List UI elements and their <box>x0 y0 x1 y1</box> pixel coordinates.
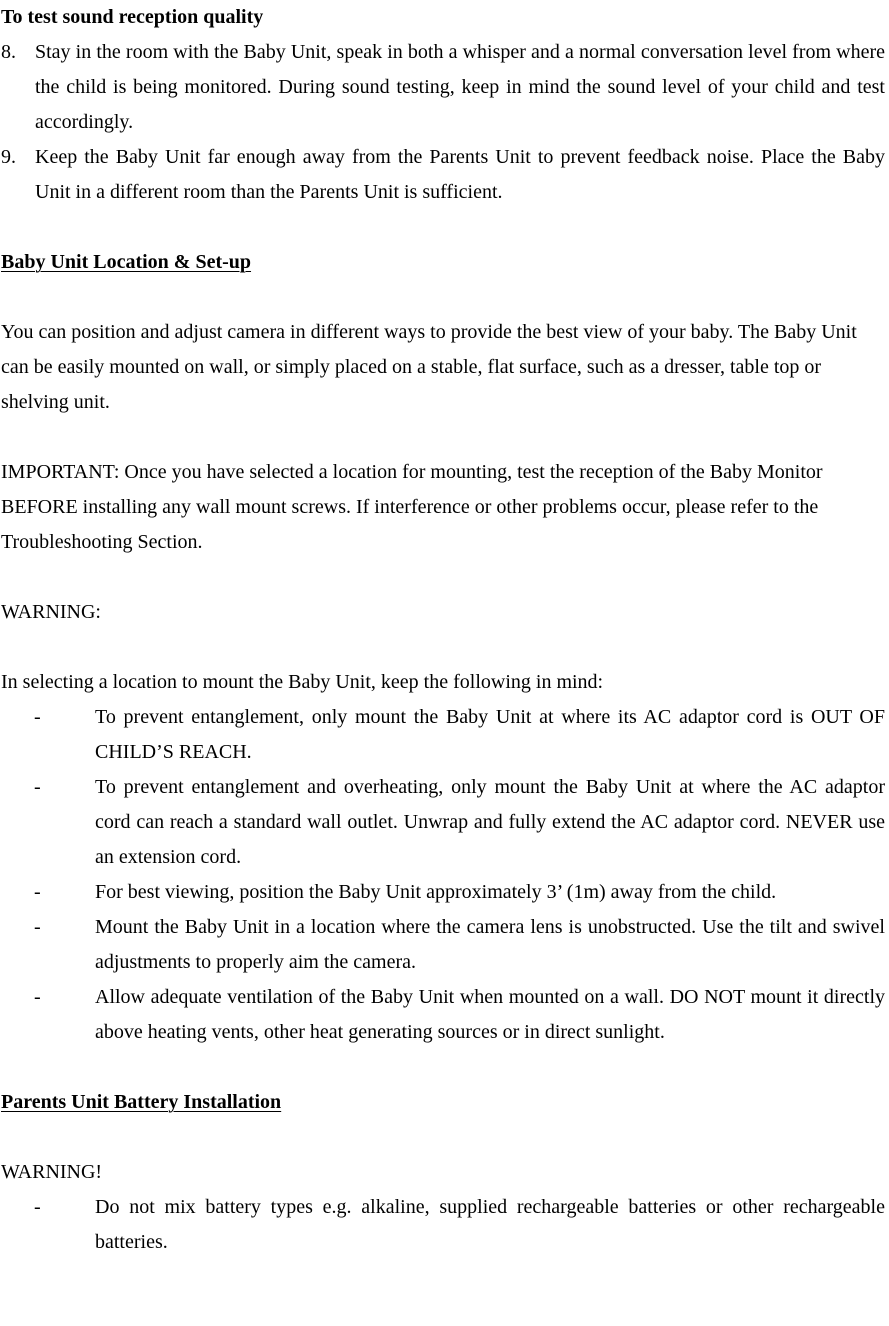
bullet-text: Allow adequate ventilation of the Baby Unit when mounted on a wall. DO NOT mount it directly above heating vents, other heat generating sources or in direct sunlight. <box>95 986 885 1043</box>
bullet-text: To prevent entanglement, only mount the Baby Unit at where its AC adaptor cord is OUT OF CHILD’S REACH. <box>95 706 885 763</box>
bullet-text: To prevent entanglement and overheating, only mount the Baby Unit at where the AC adaptor cord can reach a standard wall outlet. Unwrap and fully extend the AC adaptor cord. NEVER use an extension cord. <box>95 776 885 868</box>
spacer <box>1 280 885 315</box>
item-number: 8. <box>1 41 16 63</box>
battery-warning-label: WARNING! <box>1 1161 103 1183</box>
document-page <box>1 0 885 1260</box>
bullet-text: For best viewing, position the Baby Unit approximately 3’ (1m) away from the child. <box>95 881 777 903</box>
list-item <box>1 35 885 140</box>
location-heading-text: Baby Unit Location & Set-up <box>1 251 252 273</box>
list-item <box>1 875 885 910</box>
bullet-marker: - <box>34 916 41 938</box>
item-text: Stay in the room with the Baby Unit, speak in both a whisper and a normal conversation level from where the child is being monitored. During sound testing, keep in mind the sound level of your child and test accordingly. <box>35 41 885 133</box>
bullet-marker: - <box>34 881 41 903</box>
bullet-marker: - <box>34 776 41 798</box>
list-item <box>1 910 885 980</box>
location-heading <box>1 245 885 280</box>
battery-heading-text: Parents Unit Battery Installation <box>1 1091 282 1113</box>
spacer <box>1 420 885 455</box>
sound-test-heading: To test sound reception quality <box>1 6 264 28</box>
item-text: Keep the Baby Unit far enough away from the Parents Unit to prevent feedback noise. Place the Baby Unit in a different room than the Parents Unit is sufficient. <box>35 146 885 203</box>
bullet-text: Do not mix battery types e.g. alkaline, supplied rechargeable batteries or other rechargeable batteries. <box>95 1196 885 1253</box>
item-number: 9. <box>1 146 16 168</box>
list-item <box>1 980 885 1050</box>
location-intro: You can position and adjust camera in different ways to provide the best view of your baby. The Baby Unit can be easily mounted on wall, or simply placed on a stable, flat surface, such as a dresser, table top or shelving unit. <box>1 321 857 413</box>
spacer <box>1 1050 885 1085</box>
bullet-marker: - <box>34 706 41 728</box>
list-item <box>1 700 885 770</box>
list-item <box>1 1190 885 1260</box>
battery-heading <box>1 1085 885 1120</box>
warning-label: WARNING: <box>1 601 101 623</box>
bullet-marker: - <box>34 1196 41 1218</box>
list-item <box>1 770 885 875</box>
bullet-marker: - <box>34 986 41 1008</box>
list-item <box>1 140 885 210</box>
warning-intro: In selecting a location to mount the Baby Unit, keep the following in mind: <box>1 671 604 693</box>
important-note: IMPORTANT: Once you have selected a location for mounting, test the reception of the Baby Monitor BEFORE installing any wall mount screws. If interference or other problems occur, please refer to the Troubleshooting Section. <box>1 461 823 553</box>
bullet-text: Mount the Baby Unit in a location where the camera lens is unobstructed. Use the tilt and swivel adjustments to properly aim the camera. <box>95 916 885 973</box>
spacer <box>1 560 885 595</box>
spacer <box>1 210 885 245</box>
spacer <box>1 1120 885 1155</box>
spacer <box>1 630 885 665</box>
